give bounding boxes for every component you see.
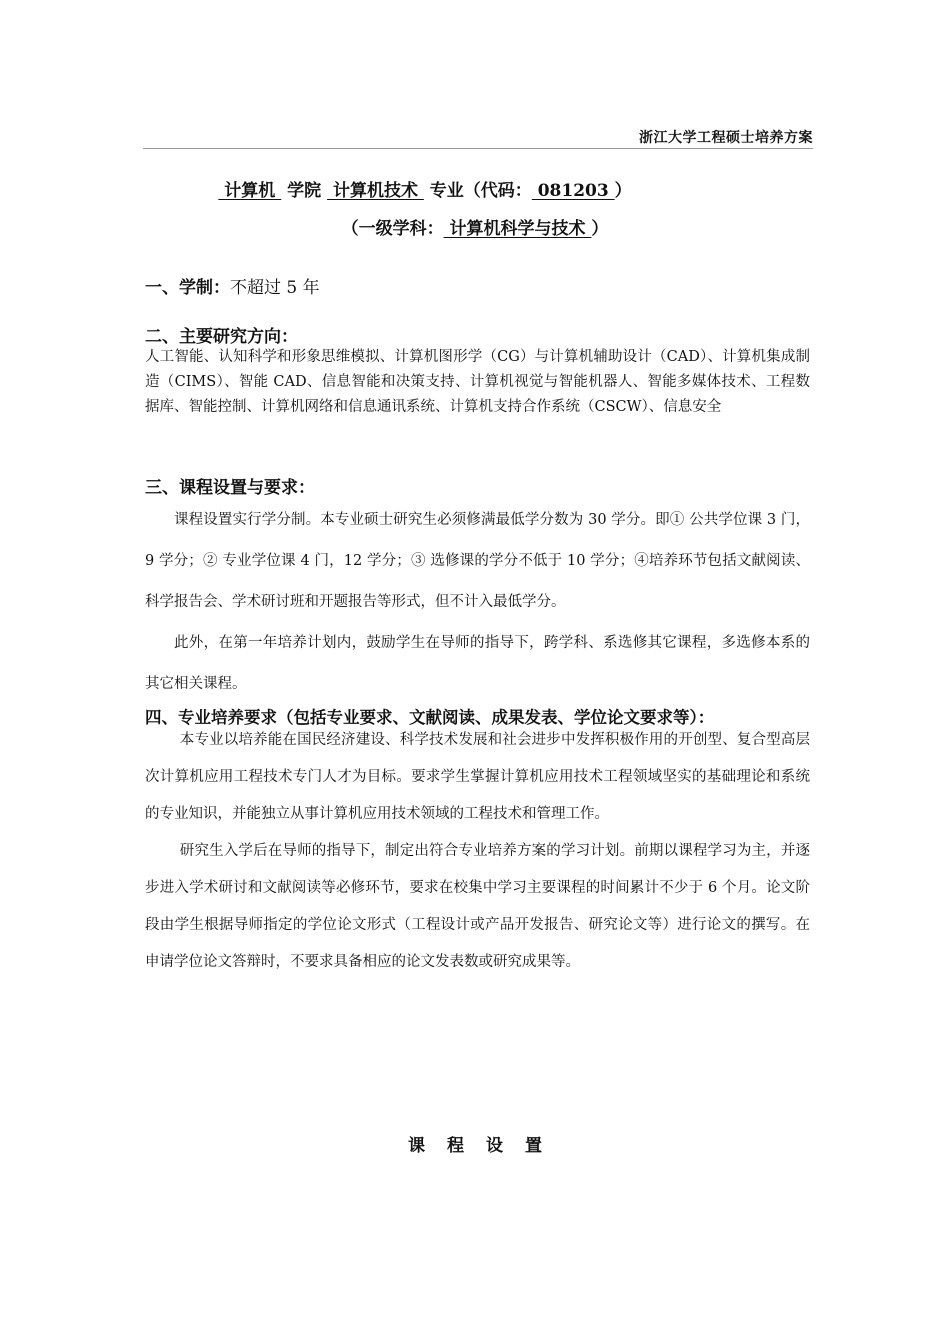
- major-label: 专业（代码：: [423, 181, 532, 201]
- major-code-close: ）: [614, 181, 632, 201]
- section-duration-heading: 一、学制：: [145, 278, 230, 298]
- discipline-name: 计算机科学与技术: [443, 219, 592, 239]
- discipline-label: （一级学科：: [341, 219, 444, 239]
- section-research-heading: 二、主要研究方向：: [145, 327, 298, 347]
- major-name: 计算机技术: [327, 181, 424, 201]
- section-research-body: 人工智能、认知科学和形象思维模拟、计算机图形学（CG）与计算机辅助设计（CAD）、计算机集成制造（CIMS）、智能 CAD、信息智能和决策支持、计算机视觉与智能机器人、智能多媒体技术、工程数据库、智能控制、计算机网络和信息通讯系统、计算机支持合作系统（CSCW）、信息安全: [145, 349, 810, 415]
- paragraph: 此外，在第一年培养计划内，鼓励学生在导师的指导下，跨学科、系选修其它课程，多选修本系的其它相关课程。: [145, 635, 810, 692]
- paragraph: 研究生入学后在导师的指导下，制定出符合专业培养方案的学习计划。前期以课程学习为主，并逐步进入学术研讨和文献阅读等必修环节，要求在校集中学习主要课程的时间累计不少于 6 个月。论文阶段由学生根据导师指定的学位论文形式（工程设计或产品开发报告、研究论文等）进行论文的撰写。在申请学位论文答辩时，不要求具备相应的论文发表数或研究成果等。: [145, 843, 810, 970]
- program-title-line: [0, 176, 900, 201]
- header-divider: [143, 148, 813, 149]
- paragraph: 本专业以培养能在国民经济建设、科学技术发展和社会进步中发挥积极作用的开创型、复合型高层次计算机应用工程技术专门人才为目标。要求学生掌握计算机应用技术工程领域坚实的基础理论和系统的专业知识，并能独立从事计算机应用技术领域的工程技术和管理工作。: [145, 732, 810, 822]
- discipline-close: ）: [591, 219, 609, 239]
- section-courses-body: [145, 500, 810, 705]
- college-label: 学院: [281, 181, 328, 201]
- running-header: 浙江大学工程硕士培养方案: [639, 130, 813, 146]
- college-name: 计算机: [218, 181, 282, 201]
- course-section-title: 课程设置: [408, 1136, 564, 1156]
- discipline-title-line: [0, 214, 950, 239]
- section-courses-heading: 三、课程设置与要求：: [145, 478, 315, 498]
- section-duration-value: 不超过 5 年: [230, 278, 320, 298]
- section-requirements-heading: 四、专业培养要求（包括专业要求、文献阅读、成果发表、学位论文要求等）：: [145, 708, 715, 727]
- section-duration: [145, 273, 810, 298]
- paragraph: 课程设置实行学分制。本专业硕士研究生必须修满最低学分数为 30 学分。即① 公共学位课 3 门，9 学分；② 专业学位课 4 门，12 学分；③ 选修课的学分不低于 10 学分；④培养环节包括文献阅读、科学报告会、学术研讨班和开题报告等形式，但不计入最低学分。: [145, 512, 810, 610]
- section-requirements-body: [145, 722, 810, 981]
- major-code: 081203: [531, 181, 615, 201]
